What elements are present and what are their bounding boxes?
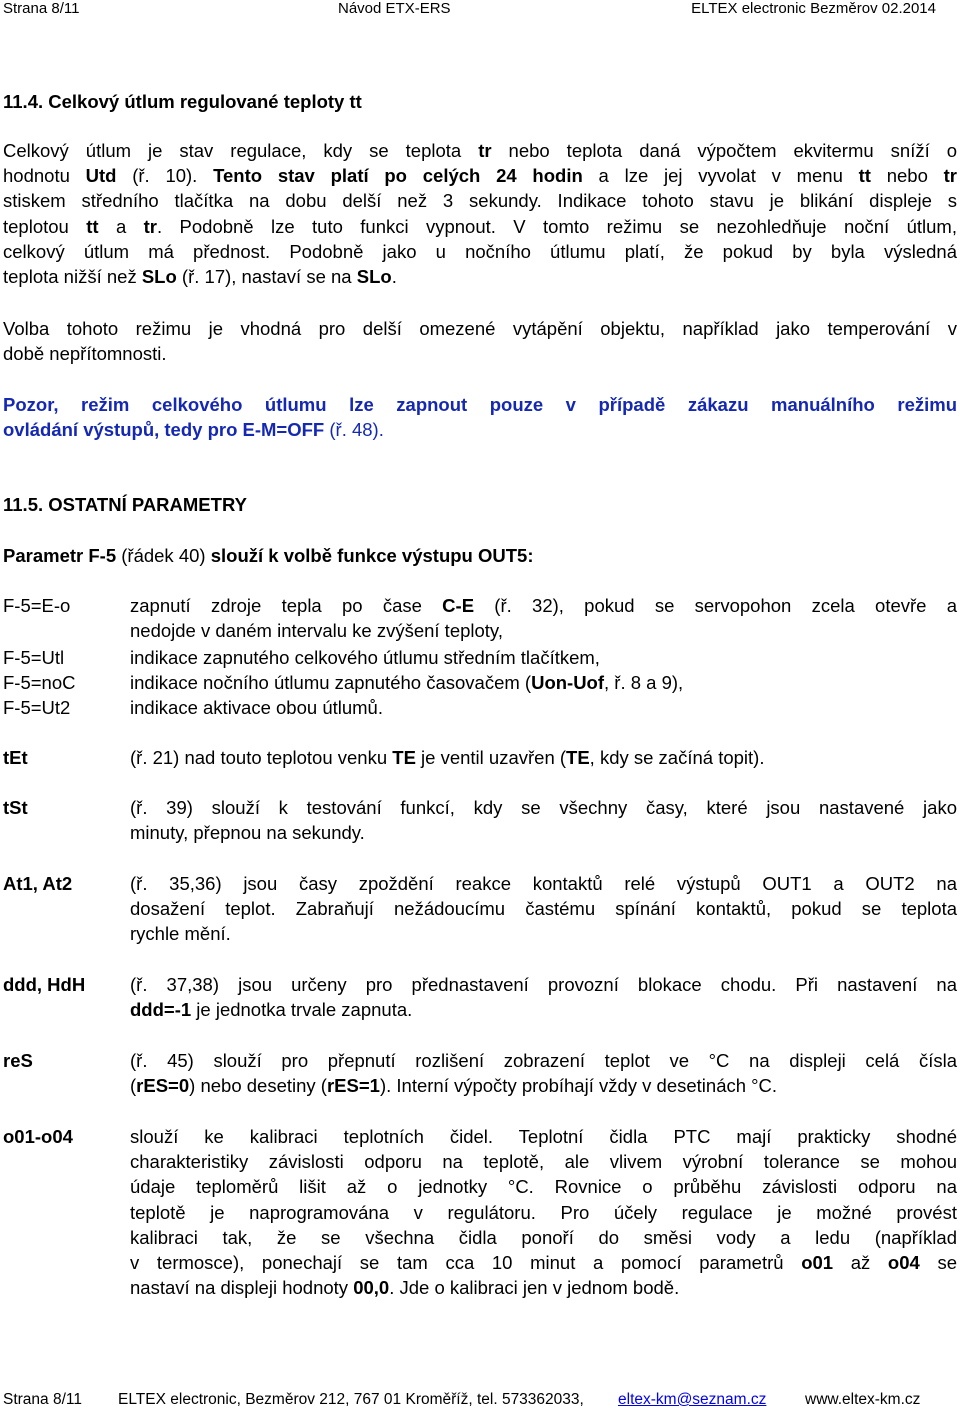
bold-text: o04 [887,1252,920,1274]
text-run: Volba tohoto režimu je vhodná pro delší omezené vytápění objektu, například jako temperování v [3,318,957,339]
section-title-11-4: 11.4. Celkový útlum regulované teploty tt [3,91,362,112]
text-line [130,1250,957,1275]
text-run: . Podobně lze tuto funkci vypnout. V tomto režimu se nezohledňuje noční útlum, [157,215,957,237]
bold-text: Utd [85,165,117,187]
header-company-date: ELTEX electronic Bezměrov 02.2014 [691,0,936,17]
bold-text: tr [143,215,157,237]
text-line [130,1073,957,1098]
parameter-description [130,795,957,845]
text-run: (ř. 48). [324,419,384,441]
text-run: (řádek 40) [116,545,211,566]
text-run: . Jde o kalibraci jen v jednom bodě. [389,1277,680,1299]
bold-text: o01 [801,1252,834,1274]
text-line [130,1225,957,1250]
text-line [130,1275,957,1300]
parameter-description [130,670,957,695]
text-run: (ř. 45) slouží pro přepnutí rozlišení zobrazení teplot ve °C na displeji celá čísla [130,1050,957,1071]
text-run: charakteristiky závislosti odporu na teplotě, ale vlivem výrobní tolerance se mohou [130,1151,957,1173]
text-line [3,188,957,213]
page-footer [3,1390,957,1410]
parameter-description [130,1048,957,1098]
text-line [3,316,957,341]
text-line [130,593,957,618]
text-line [3,417,957,442]
bold-text: tr [943,165,958,187]
parameter-description [130,645,957,670]
parameter-description [130,695,957,720]
text-run: , ř. 8 a 9), [604,672,684,693]
parameter-name: reS [3,1050,33,1071]
text-run: se [919,1252,957,1274]
text-run: (ř. 32), pokud se servopohon zcela otevře a [474,595,958,616]
text-run: (ř. 39) slouží k testování funkcí, kdy se všechny časy, které jsou nastavené jako [130,797,957,818]
text-line [130,1149,957,1174]
bold-text: tt [858,165,871,187]
text-line [3,392,957,417]
text-run: a lze jej vyvolat v menu [582,165,859,187]
section-title-11-5: 11.5. OSTATNÍ PARAMETRY [3,494,247,515]
text-run: nebo teplota daná výpočtem ekvitermu sníží o [491,140,957,161]
bold-text: tr [478,140,492,161]
text-run: kalibraci tak, že se všechna čidla ponoří do směsi vody a ledu (například [130,1226,957,1248]
parameter-name: F-5=Ut2 [3,697,71,718]
bold-text: Parametr F-5 [3,545,117,566]
parameter-name: o01-o04 [3,1126,73,1147]
text-run: ) nebo desetiny ( [189,1075,327,1097]
text-run: (ř. 10). [116,165,214,187]
text-line [130,997,957,1022]
text-line [130,645,957,670]
text-run: , kdy se začíná topit). [589,747,765,768]
text-run: a [98,215,144,237]
bold-text: tt [86,215,99,237]
text-run: rychle mění. [130,923,231,945]
text-line [130,820,957,845]
text-line [130,795,957,820]
text-run: ). Interní výpočty probíhají vždy v desetinách °C. [379,1075,778,1097]
footer-website: www.eltex-km.cz [805,1391,921,1408]
text-run: ( [130,1075,137,1097]
parameter-name: ddd, HdH [3,974,86,995]
text-line [130,871,957,896]
text-line [3,138,957,163]
bold-text: TE [566,747,590,768]
text-line [3,543,957,568]
bold-text: slouží k volbě funkce výstupu OUT5: [210,545,534,566]
paragraph-celkovy-utlum [3,138,957,289]
page-header [0,0,960,18]
bold-text: SLo [141,266,177,288]
text-run: údaje teploměrů lišit až o jednotky °C. Rovnice o průběhu závislosti odporu na [130,1176,957,1198]
text-run: až [833,1252,888,1274]
text-run: v termosce), ponechají se tam cca 10 minut a pomocí parametrů [130,1252,802,1274]
text-line [130,618,957,643]
text-run: zapnutí zdroje tepla po čase [130,595,443,616]
text-run: nedojde v daném intervalu ke zvýšení teploty, [130,620,503,642]
text-line [130,896,957,921]
text-run: teplotou [3,215,87,237]
bold-text: SLo [356,266,392,288]
text-line [130,670,957,695]
text-run: celkový útlum má přednost. Podobně jako u nočního útlumu platí, že pokud by byla výsledná [3,240,957,262]
text-line [130,745,957,770]
text-line [130,972,957,997]
text-run: minuty, přepnou na sekundy. [130,822,365,844]
footer-page-number: Strana 8/11 [3,1391,82,1408]
text-line [130,921,957,946]
parameter-name: tSt [3,797,28,818]
text-line [130,695,957,720]
text-run: dosažení teplot. Zabraňují nežádoucímu častému spínání kontaktů, pokud se teplota [130,898,957,920]
text-run: (ř. 17), nastaví se na [176,266,357,288]
text-run: Celkový útlum je stav regulace, kdy se teplota [3,140,479,161]
parameter-description [130,1124,957,1300]
text-run: je jednotka trvale zapnuta. [191,999,413,1021]
header-document-title: Návod ETX-ERS [338,0,451,17]
text-run: teplotě je naprogramována v regulátoru. Pro účely regulace je možné provést [130,1201,957,1223]
bold-text: rES=1 [326,1075,380,1097]
text-line [130,1200,957,1225]
text-run: teplota nižší než [3,266,142,288]
text-run: (ř. 35,36) jsou časy zpoždění reakce kontaktů relé výstupů OUT1 a OUT2 na [130,873,957,894]
text-run: době nepřítomnosti. [3,343,167,365]
text-line [130,1048,957,1073]
bold-text: Uon-Uof [531,672,605,693]
parameter-name: F-5=noC [3,672,76,693]
bold-text: Pozor, režim celkového útlumu lze zapnout pouze v případě zákazu manuálního režimu [3,394,957,415]
text-run: . [391,266,397,288]
text-run: je ventil uzavřen ( [415,747,567,768]
paragraph-pozor-warning [3,392,957,442]
text-line [3,264,957,289]
bold-text: TE [392,747,416,768]
parameter-description [130,871,957,947]
footer-address: ELTEX electronic, Bezměrov 212, 767 01 Kroměříž, tel. 573362033, [118,1391,584,1408]
parameter-name: F-5=Utl [3,647,65,668]
parameter-description [130,745,957,770]
text-line [130,1174,957,1199]
text-line [3,214,957,239]
text-line [3,341,957,366]
bold-text: Tento stav platí po celých 24 hodin [213,165,583,187]
bold-text: ddd=-1 [130,999,192,1021]
text-run: indikace aktivace obou útlumů. [130,697,383,718]
footer-email-link[interactable]: eltex-km@seznam.cz [618,1391,767,1408]
text-run: indikace nočního útlumu zapnutého časovačem ( [130,672,532,693]
bold-text: ovládání výstupů, tedy pro E-M=OFF [3,419,325,441]
text-run: hodnotu [3,165,86,187]
parameter-name: F-5=E-o [3,595,71,616]
parameter-description [130,972,957,1022]
text-run: (ř. 21) nad touto teplotou venku [130,747,393,768]
text-run: indikace zapnutého celkového útlumu středním tlačítkem, [130,647,600,668]
text-run: nebo [870,165,944,187]
paragraph-volba-rezimu [3,316,957,366]
header-page-number: Strana 8/11 [3,0,80,17]
bold-text: rES=0 [136,1075,190,1097]
text-line [3,239,957,264]
text-run: (ř. 37,38) jsou určeny pro přednastavení provozní blokace chodu. Při nastavení na [130,974,957,995]
text-line [3,163,957,188]
bold-text: C-E [442,595,475,616]
text-line [130,1124,957,1149]
bold-text: 00,0 [353,1277,390,1299]
paragraph-parametr-f5 [3,543,957,568]
parameter-description [130,593,957,643]
text-run: slouží ke kalibraci teplotních čidel. Teplotní čidla PTC mají prakticky shodné [130,1126,957,1147]
text-run: stiskem středního tlačítka na dobu delší než 3 sekundy. Indikace tohoto stavu je blikání displeje s [3,190,957,212]
parameter-name: At1, At2 [3,873,73,894]
parameter-name: tEt [3,747,28,768]
text-run: nastaví na displeji hodnoty [130,1277,354,1299]
